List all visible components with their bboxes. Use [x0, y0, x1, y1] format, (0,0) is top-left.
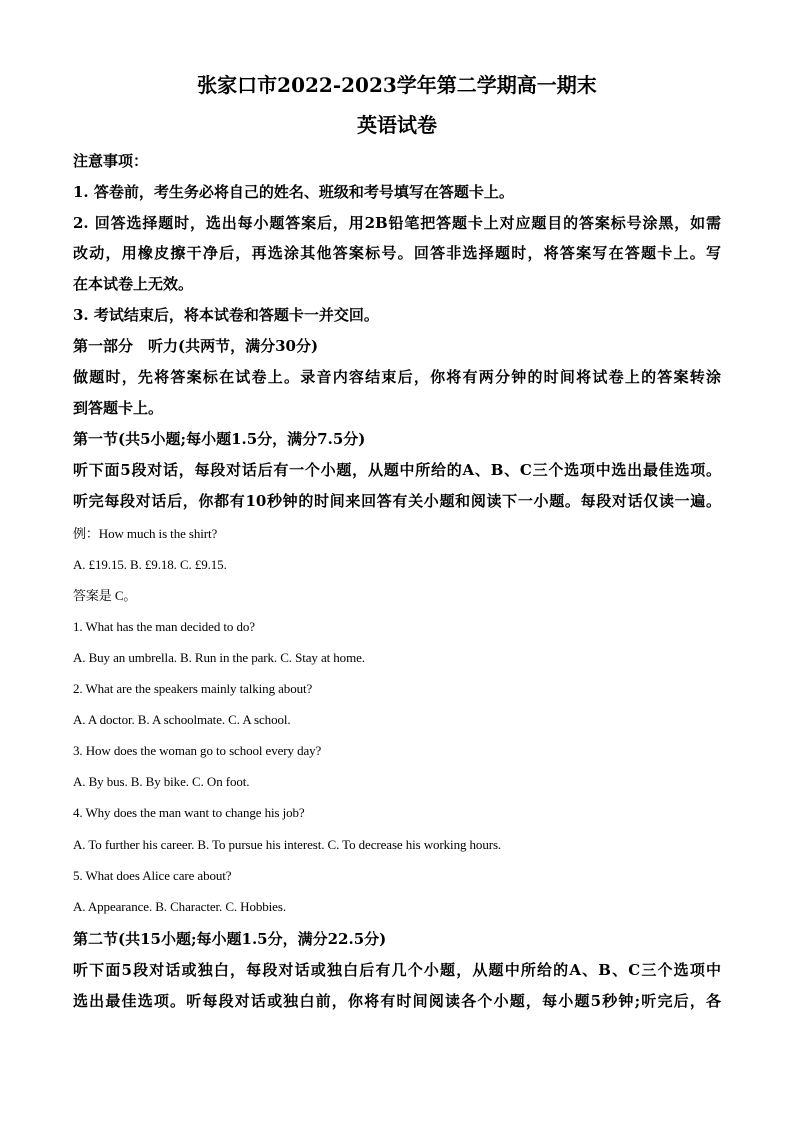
section1-instructions-line-1: 听下面5段对话，每段对话后有一个小题，从题中所给的A、B、C三个选项中选出最佳选项。: [73, 461, 721, 479]
section2-heading: 第二节(共15小题;每小题1.5分，满分22.5分): [73, 930, 387, 948]
section1-instructions-line-2: 听完每段对话后，你都有10秒钟的时间来回答有关小题和阅读下一小题。每段对话仅读一遍。: [73, 492, 721, 510]
section1-heading: 第一节(共5小题;每小题1.5分，满分7.5分): [73, 430, 366, 448]
section2-instructions-line-2: 选出最佳选项。听每段对话或独白前，你将有时间阅读各个小题，每小题5秒钟;听完后，各: [73, 992, 721, 1010]
note-item-2-line-3: 在本试卷上无效。: [73, 275, 194, 293]
question-5-options: A. Appearance. B. Character. C. Hobbies.: [73, 899, 286, 914]
note-item-2-line-1: 2. 回答选择题时，选出每小题答案后，用2B铅笔把答题卡上对应题目的答案标号涂黑，如需: [73, 214, 721, 232]
example-answer: 答案是 C。: [73, 588, 137, 603]
question-5: 5. What does Alice care about?: [73, 868, 232, 883]
question-3: 3. How does the woman go to school every day?: [73, 743, 322, 758]
question-1: 1. What has the man decided to do?: [73, 619, 255, 634]
part1-heading: 第一部分 听力(共两节，满分30分): [73, 337, 319, 355]
exam-title: 张家口市2022-2023学年第二学期高一期末: [197, 73, 597, 97]
part1-instructions-line-2: 到答题卡上。: [73, 399, 164, 417]
notes-heading: 注意事项：: [73, 152, 149, 170]
section2-instructions-line-1: 听下面5段对话或独白，每段对话或独白后有几个小题，从题中所给的A、B、C三个选项中: [73, 961, 721, 979]
note-item-2-line-2: 改动，用橡皮擦干净后，再选涂其他答案标号。回答非选择题时，将答案写在答题卡上。写: [73, 244, 721, 262]
exam-subtitle: 英语试卷: [357, 113, 437, 137]
question-4-options: A. To further his career. B. To pursue his interest. C. To decrease his working hours.: [73, 837, 502, 852]
part1-instructions-line-1: 做题时，先将答案标在试卷上。录音内容结束后，你将有两分钟的时间将试卷上的答案转涂: [73, 368, 721, 386]
example-question: 例：How much is the shirt?: [73, 526, 218, 541]
question-1-options: A. Buy an umbrella. B. Run in the park. C. Stay at home.: [73, 650, 365, 665]
example-options: A. £19.15. B. £9.18. C. £9.15.: [73, 557, 227, 572]
note-item-1: 1. 答卷前，考生务必将自己的姓名、班级和考号填写在答题卡上。: [73, 183, 514, 201]
question-3-options: A. By bus. B. By bike. C. On foot.: [73, 774, 250, 789]
question-2: 2. What are the speakers mainly talking about?: [73, 681, 313, 696]
note-item-3: 3. 考试结束后，将本试卷和答题卡一并交回。: [73, 306, 379, 324]
question-2-options: A. A doctor. B. A schoolmate. C. A school.: [73, 712, 291, 727]
question-4: 4. Why does the man want to change his job?: [73, 805, 305, 820]
